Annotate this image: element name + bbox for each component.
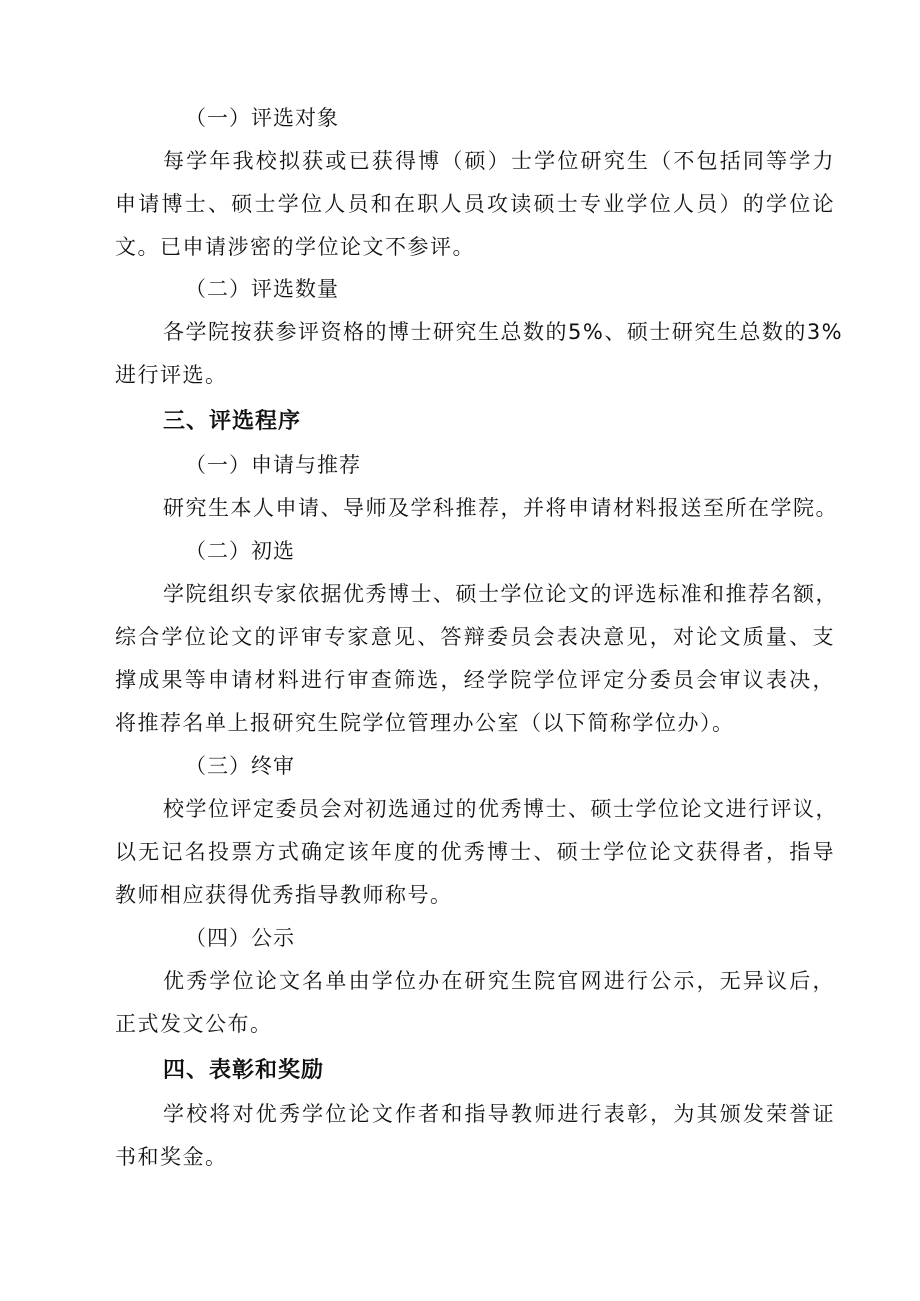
- subsection-title-preliminary: （二）初选: [185, 539, 295, 563]
- paragraph-line: 各学院按获参评资格的博士研究生总数的5%、硕士研究生总数的3%: [163, 320, 844, 344]
- subsection-title-selection-quantity: （二）评选数量: [185, 277, 339, 301]
- paragraph-line: 每学年我校拟获或已获得博（硕）士学位研究生（不包括同等学力: [163, 149, 835, 173]
- paragraph-line: 撑成果等申请材料进行审查筛选，经学院学位评定分委员会审议表决，: [115, 668, 835, 692]
- paragraph-line: 教师相应获得优秀指导教师称号。: [115, 883, 453, 907]
- paragraph-line: 申请博士、硕士学位人员和在职人员攻读硕士专业学位人员）的学位论: [115, 192, 835, 216]
- paragraph-line: 学院组织专家依据优秀博士、硕士学位论文的评选标准和推荐名额，: [163, 582, 838, 606]
- subsection-title-publicity: （四）公示: [185, 926, 295, 950]
- subsection-title-selection-target: （一）评选对象: [185, 106, 339, 130]
- paragraph-line: 学校将对优秀学位论文作者和指导教师进行表彰，为其颁发荣誉证: [163, 1102, 835, 1126]
- paragraph-line: 综合学位论文的评审专家意见、答辩委员会表决意见，对论文质量、支: [115, 625, 835, 649]
- paragraph-line: 正式发文公布。: [115, 1012, 273, 1036]
- section-heading-awards: 四、表彰和奖励: [163, 1058, 325, 1083]
- paragraph-line: 优秀学位论文名单由学位办在研究生院官网进行公示，无异议后，: [163, 969, 835, 993]
- subsection-title-application: （一）申请与推荐: [185, 453, 361, 477]
- paragraph-line: 进行评选。: [115, 363, 228, 387]
- paragraph-line: 研究生本人申请、导师及学科推荐，并将申请材料报送至所在学院。: [163, 496, 838, 520]
- paragraph-line: 书和奖金。: [115, 1145, 228, 1169]
- paragraph-line: 校学位评定委员会对初选通过的优秀博士、硕士学位论文进行评议，: [163, 797, 838, 821]
- paragraph-line: 文。已申请涉密的学位论文不参评。: [115, 235, 475, 259]
- paragraph-line: 将推荐名单上报研究生院学位管理办公室（以下简称学位办）。: [115, 711, 735, 735]
- section-heading-procedure: 三、评选程序: [163, 409, 302, 434]
- subsection-title-final-review: （三）终审: [185, 754, 295, 778]
- paragraph-line: 以无记名投票方式确定该年度的优秀博士、硕士学位论文获得者，指导: [115, 840, 835, 864]
